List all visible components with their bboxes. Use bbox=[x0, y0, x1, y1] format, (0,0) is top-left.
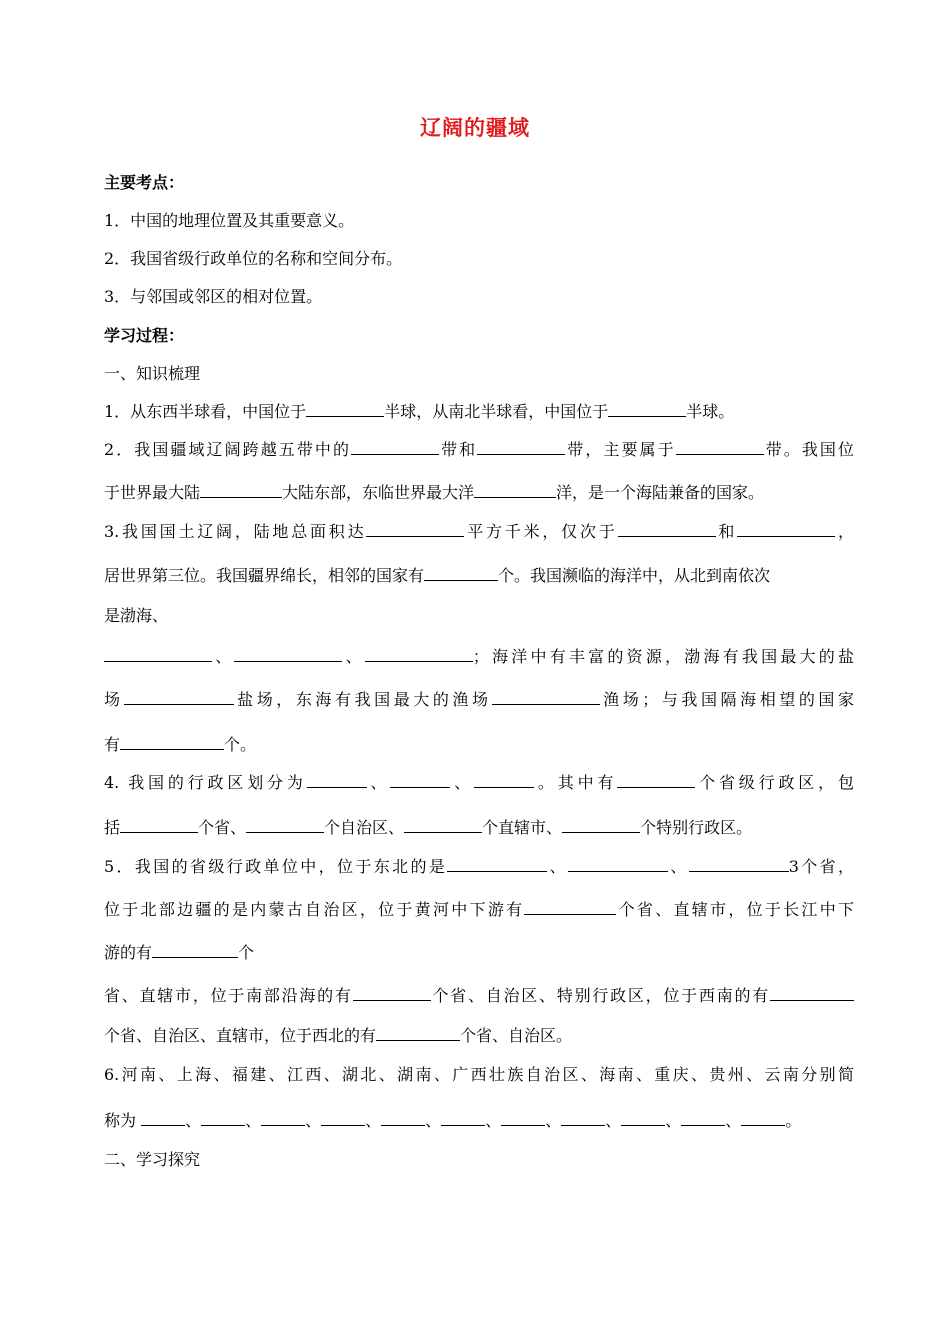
fill-blank[interactable] bbox=[501, 1111, 545, 1126]
main-point-1: 1．中国的地理位置及其重要意义。 bbox=[104, 211, 355, 230]
question-5-line-4: 省、直辖市，位于南部沿海的有 个省、自治区、特别行政区，位于西南的有 bbox=[104, 985, 854, 1007]
main-point-2: 2．我国省级行政单位的名称和空间分布。 bbox=[104, 249, 403, 268]
fill-blank[interactable] bbox=[621, 1111, 665, 1126]
question-2-line-2: 于世界最大陆 大陆东部，东临世界最大洋 洋，是一个海陆兼备的国家。 bbox=[104, 483, 765, 502]
fill-blank[interactable] bbox=[562, 818, 640, 833]
question-6-line-2: 称为 、 、 、 、 、 、 、 、 、 、 。 bbox=[104, 1111, 802, 1130]
fill-blank[interactable] bbox=[474, 483, 556, 498]
separator: 、 bbox=[605, 1111, 622, 1130]
fill-blank[interactable] bbox=[200, 483, 282, 498]
fill-blank[interactable] bbox=[770, 986, 854, 1001]
part2-heading: 二、学习探究 bbox=[104, 1150, 201, 1169]
fill-blank[interactable] bbox=[353, 986, 431, 1001]
fill-blank[interactable] bbox=[617, 773, 695, 788]
fill-blank[interactable] bbox=[381, 1111, 425, 1126]
fill-blank[interactable] bbox=[104, 647, 212, 662]
fill-blank[interactable] bbox=[120, 735, 224, 750]
question-6-line-1: 6.河南、上海、福建、江西、湖北、湖南、广西壮族自治区、海南、重庆、贵州、云南分别简 bbox=[104, 1065, 854, 1084]
part1-heading: 一、知识梳理 bbox=[104, 364, 201, 383]
question-1-line-1: 1．从东西半球看，中国位于 半球，从南北半球看，中国位于 半球。 bbox=[104, 402, 735, 421]
fill-blank[interactable] bbox=[365, 647, 473, 662]
fill-blank[interactable] bbox=[120, 818, 198, 833]
process-heading: 学习过程： bbox=[104, 326, 185, 345]
fill-blank[interactable] bbox=[307, 773, 367, 788]
separator: 、 bbox=[725, 1111, 742, 1130]
fill-blank[interactable] bbox=[424, 566, 498, 581]
fill-blank[interactable] bbox=[321, 1111, 365, 1126]
fill-blank[interactable] bbox=[351, 440, 439, 455]
fill-blank[interactable] bbox=[376, 1026, 460, 1041]
fill-blank[interactable] bbox=[689, 857, 789, 872]
question-3-line-3: 是渤海、 bbox=[104, 606, 169, 625]
fill-blank[interactable] bbox=[234, 647, 342, 662]
question-5-line-3: 游的有 个 bbox=[104, 943, 255, 962]
question-5-line-2: 位于北部边疆的是内蒙古自治区，位于黄河中下游有 个省、直辖市，位于长江中下 bbox=[104, 900, 854, 919]
question-5-line-5: 个省、自治区、直辖市，位于西北的有 个省、自治区。 bbox=[104, 1026, 573, 1045]
fill-blank[interactable] bbox=[447, 857, 547, 872]
separator: 、 bbox=[365, 1111, 382, 1130]
fill-blank[interactable] bbox=[124, 690, 234, 705]
separator: 、 bbox=[545, 1111, 562, 1130]
fill-blank[interactable] bbox=[681, 1111, 725, 1126]
page-title: 辽阔的疆域 bbox=[420, 115, 530, 140]
separator: 、 bbox=[665, 1111, 682, 1130]
question-2-line-1: 2．我国疆域辽阔跨越五带中的 带和 带，主要属于 带。我国位 bbox=[104, 440, 854, 459]
fill-blank[interactable] bbox=[608, 402, 686, 417]
fill-blank[interactable] bbox=[141, 1111, 185, 1126]
question-3-line-2: 居世界第三位。我国疆界绵长，相邻的国家有 个。我国濒临的海洋中，从北到南依次 bbox=[104, 566, 771, 585]
fill-blank[interactable] bbox=[474, 773, 534, 788]
fill-blank[interactable] bbox=[737, 522, 835, 537]
separator: 、 bbox=[185, 1111, 202, 1130]
fill-blank[interactable] bbox=[524, 900, 616, 915]
question-3-line-1: 3.我国国土辽阔，陆地总面积达 平方千米，仅次于 和 ， bbox=[104, 522, 854, 541]
fill-blank[interactable] bbox=[618, 522, 716, 537]
fill-blank[interactable] bbox=[741, 1111, 785, 1126]
fill-blank[interactable] bbox=[306, 402, 384, 417]
main-points-heading: 主要考点： bbox=[104, 173, 185, 192]
fill-blank[interactable] bbox=[246, 818, 324, 833]
fill-blank[interactable] bbox=[477, 440, 565, 455]
separator: 、 bbox=[425, 1111, 442, 1130]
question-4-line-2: 括 个省、 个自治区、 个直辖市、 个特别行政区。 bbox=[104, 818, 753, 837]
fill-blank[interactable] bbox=[492, 690, 600, 705]
fill-blank[interactable] bbox=[568, 857, 668, 872]
fill-blank[interactable] bbox=[201, 1111, 245, 1126]
question-5-line-1: 5．我国的省级行政单位中，位于东北的是 、 、 3个省， bbox=[104, 857, 854, 876]
question-3-line-4: 、 、 ；海洋中有丰富的资源，渤海有我国最大的盐 bbox=[104, 646, 854, 668]
fill-blank[interactable] bbox=[390, 773, 450, 788]
question-4-line-1: 4. 我国的行政区划分为 、 、 。其中有 个省级行政区，包 bbox=[104, 773, 854, 792]
question-3-line-5: 场 盐场，东海有我国最大的渔场 渔场；与我国隔海相望的国家 bbox=[104, 690, 854, 709]
fill-blank[interactable] bbox=[152, 943, 238, 958]
fill-blank[interactable] bbox=[366, 522, 464, 537]
fill-blank[interactable] bbox=[261, 1111, 305, 1126]
fill-blank[interactable] bbox=[676, 440, 764, 455]
separator: 、 bbox=[305, 1111, 322, 1130]
fill-blank[interactable] bbox=[441, 1111, 485, 1126]
separator: 。 bbox=[785, 1111, 802, 1130]
main-point-3: 3．与邻国或邻区的相对位置。 bbox=[104, 287, 323, 306]
separator: 、 bbox=[245, 1111, 262, 1130]
question-3-line-6: 有 个。 bbox=[104, 735, 257, 754]
separator: 、 bbox=[485, 1111, 502, 1130]
fill-blank[interactable] bbox=[404, 818, 482, 833]
fill-blank[interactable] bbox=[561, 1111, 605, 1126]
